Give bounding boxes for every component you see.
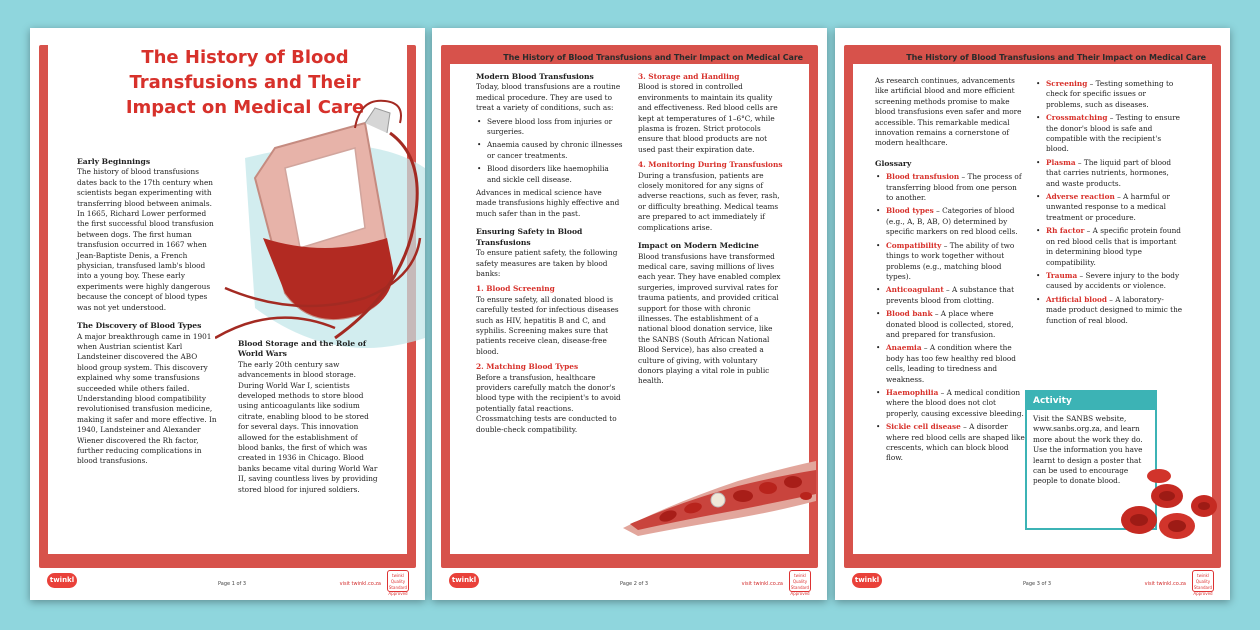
glossary-term: Adverse reaction: [1046, 192, 1115, 202]
section-heading-discovery: The Discovery of Blood Types: [77, 321, 202, 331]
column-right: [238, 334, 378, 495]
page-footer: [432, 568, 827, 600]
page-footer: [30, 568, 425, 600]
subheading-storage: 3. Storage and Handling: [638, 72, 740, 81]
glossary-term: Screening: [1046, 79, 1088, 88]
running-header: The History of Blood Transfusions and Their Impact on Medical Care: [503, 53, 803, 62]
glossary-item: [1035, 271, 1183, 292]
section-text-storage: Blood is stored in controlled environments to maintain its quality and effectiveness. Red blood cells are kept at temperatures of 1–6°C, while plasma is frozen. Strict protocols ensure that blood products are not used past their expiration date.: [638, 82, 778, 154]
glossary-definition: – Testing to ensure the donor's blood is safe and compatible with the recipient's blood.: [1046, 113, 1181, 154]
glossary-item: [875, 241, 1025, 283]
glossary-term: Blood transfusion: [886, 172, 960, 182]
section-heading-storage: Blood Storage and the Role of World Wars: [238, 339, 367, 359]
section-heading-safety: Ensuring Safety in Blood Transfusions: [476, 227, 583, 247]
glossary-definition: – A harmful or unwanted response to a medical treatment or procedure.: [1046, 192, 1171, 222]
list-item: • Anaemia caused by chronic illnesses or cancer treatments.: [476, 140, 624, 161]
section-text-safety: To ensure patient safety, the following safety measures are taken by blood banks:: [476, 248, 618, 278]
red-blood-cells-illustration: [1119, 468, 1219, 548]
glossary-term: Crossmatching: [1046, 113, 1108, 123]
section-heading-modern: Modern Blood Transfusions: [476, 72, 594, 81]
glossary-term: Compatibility: [886, 240, 942, 250]
section-text-early: The history of blood transfusions dates back to the 17th century when scientists began experimenting with transferring blood between animals. In 1665, Richard Lower performed the first successful blood transfusion between dogs. The first human transfusion occurred in 1667 when Jean-Baptiste Denis, a French physician, transfused lamb's blood into a young boy. These early experiments were highly dangerous because the concept of blood types was not yet understood.: [77, 167, 214, 312]
glossary-definition: – A laboratory-made product designed to mimic the function of real blood.: [1046, 294, 1183, 325]
twinkl-logo[interactable]: twinkl: [449, 573, 479, 588]
glossary-item: [1035, 79, 1183, 110]
subheading-monitoring: 4. Monitoring During Transfusions: [638, 160, 783, 170]
visit-link[interactable]: visit twinkl.co.za: [741, 581, 783, 587]
page-title: The History of Blood Transfusions and Their Impact on Medical Care: [125, 47, 365, 118]
page-number: Page 3 of 3: [1023, 581, 1052, 587]
twinkl-logo[interactable]: twinkl: [852, 573, 882, 588]
quality-badge: twinkl Quality Standard Approved: [789, 570, 811, 592]
glossary-definition: – A disorder where red blood cells are shaped like crescents, which can block blood flow.: [886, 422, 1025, 463]
subheading-screening: 1. Blood Screening: [476, 284, 555, 294]
glossary-term: Rh factor: [1046, 226, 1085, 236]
column-right: [1035, 76, 1183, 329]
glossary-definition: – The ability of two things to work together without problems (e.g., matching blood types).: [886, 240, 1015, 281]
glossary-definition: – A medical condition where the blood does not clot properly, causing excessive bleeding.: [886, 387, 1024, 418]
glossary-item: [1035, 192, 1183, 223]
glossary-term: Blood types: [886, 206, 934, 216]
list-item: • Blood disorders like haemophilia and sickle cell disease.: [476, 164, 624, 185]
glossary-definition: – The process of transferring blood from one person to another.: [886, 172, 1022, 203]
glossary-term: Blood bank: [886, 309, 933, 319]
glossary-item: [1035, 226, 1183, 268]
glossary-item: [875, 285, 1025, 306]
twinkl-logo[interactable]: twinkl: [47, 573, 77, 588]
section-text-modern-outro: Advances in medical science have made transfusions highly effective and much safer than in the past.: [476, 188, 620, 218]
glossary-definition: – Severe injury to the body caused by accidents or violence.: [1046, 270, 1180, 291]
section-text-modern-intro: Today, blood transfusions are a routine medical procedure. They are used to treat a variety of conditions, such as:: [476, 82, 621, 113]
blood-vessel-illustration: [618, 456, 818, 536]
glossary-definition: – Categories of blood (e.g., A, B, AB, O) determined by specific markers on red blood cells.: [886, 206, 1018, 237]
visit-link[interactable]: visit twinkl.co.za: [1144, 581, 1186, 587]
glossary-definition: – The liquid part of blood that carries nutrients, hormones, and waste products.: [1046, 157, 1172, 188]
activity-text: Visit the SANBS website, www.sanbs.org.za, and learn more about the work they do. Use the information you have learnt to design a poster that can be used to encourage people to donate blood.: [1033, 414, 1143, 486]
glossary-item: [875, 388, 1025, 419]
subheading-matching: 2. Matching Blood Types: [476, 362, 579, 372]
glossary-term: Anaemia: [886, 343, 922, 353]
glossary-item: [1035, 158, 1183, 189]
section-heading-impact: Impact on Modern Medicine: [638, 241, 759, 251]
page-2: [432, 28, 827, 600]
glossary-heading: Glossary: [875, 158, 912, 168]
glossary-definition: – A condition where the body has too few healthy red blood cells, leading to tiredness and weakness.: [886, 343, 1016, 384]
glossary-term: Artificial blood: [1046, 294, 1107, 304]
glossary-item: [1035, 295, 1183, 326]
column-left: [476, 72, 624, 435]
section-text-discovery: A major breakthrough came in 1901 when Austrian scientist Karl Landsteiner discovered the ABO blood group system. This discovery explained why some transfusions succeeded while others failed. Understanding blood compatibility revolutionised transfusion medicine, making it safer and more effective. In 1940, Landsteiner and Alexander Wiener discovered the Rh factor, further reducing complications in blood transfusions.: [77, 331, 217, 466]
section-heading-early: Early Beginnings: [77, 157, 151, 166]
glossary-term: Anticoagulant: [886, 285, 944, 295]
section-text-intro: As research continues, advancements like artificial blood and more efficient screening methods promise to make blood transfusions even safer and more accessible. This remarkable medical innovation remains a cornerstone of modern healthcare.: [875, 76, 1022, 148]
glossary-definition: – A place where donated blood is collected, stored, and prepared for transfusion.: [886, 309, 1014, 339]
activity-heading: Activity: [1027, 392, 1155, 410]
glossary-item: [875, 309, 1025, 340]
quality-badge: twinkl Quality Standard Approved: [387, 570, 409, 592]
section-text-monitoring: During a transfusion, patients are closely monitored for any signs of adverse reactions, such as fever, rash, or difficulty breathing. Medical teams are prepared to act immediately if complications arise.: [638, 170, 780, 232]
glossary-item: [875, 206, 1025, 237]
page-number: Page 2 of 3: [620, 581, 649, 587]
page-footer: [835, 568, 1230, 600]
quality-badge: twinkl Quality Standard Approved: [1192, 570, 1214, 592]
page-number: Page 1 of 3: [218, 581, 247, 587]
glossary-term: Trauma: [1046, 270, 1078, 280]
glossary-definition: – A specific protein found on red blood cells that is important in determining blood type compatibility.: [1046, 226, 1181, 267]
section-text-matching: Before a transfusion, healthcare providers carefully match the donor's blood type with the recipient's to avoid potentially fatal reactions. Crossmatching tests are conducted to double-check compatibility.: [476, 372, 621, 434]
column-right: [638, 72, 784, 387]
glossary-list-left: [875, 172, 1025, 464]
glossary-item: [1035, 113, 1183, 155]
section-text-impact: Blood transfusions have transformed medical care, saving millions of lives each year. They have enabled complex surgeries, improved survival rates for trauma patients, and provided critical support for those with chronic illnesses. The establishment of a national blood donation service, like the SANBS (South African National Blood Service), has also created a culture of giving, with voluntary donors playing a vital role in public health.: [638, 251, 781, 386]
glossary-item: [875, 422, 1025, 464]
list-item: • Severe blood loss from injuries or surgeries.: [476, 117, 624, 138]
glossary-term: Sickle cell disease: [886, 422, 961, 432]
visit-link[interactable]: visit twinkl.co.za: [339, 581, 381, 587]
column-left: [77, 152, 217, 467]
section-text-screening: To ensure safety, all donated blood is carefully tested for infectious diseases such as HIV, hepatitis B and C, and syphilis. Screening makes sure that patients receive clean, disease-free blood.: [476, 294, 619, 356]
glossary-definition: – Testing something to check for specific issues or problems, such as diseases.: [1046, 79, 1174, 109]
glossary-list-right: [1035, 79, 1183, 326]
page-1: [30, 28, 425, 600]
section-text-storage: The early 20th century saw advancements in blood storage. During World War I, scientists developed methods to store blood using anticoagulants like sodium citrate, enabling blood to be stored for several days. This innovation allowed for the establishment of blood banks, the first of which was created in 1936 in Chicago. Blood banks became vital during World War II, saving countless lives by providing stored blood for injured soldiers.: [238, 359, 378, 494]
glossary-term: Plasma: [1046, 157, 1076, 167]
conditions-list: [476, 117, 624, 185]
glossary-term: Haemophilia: [886, 387, 939, 397]
glossary-item: [875, 343, 1025, 385]
column-left: [875, 76, 1025, 467]
running-header: The History of Blood Transfusions and Their Impact on Medical Care: [906, 53, 1206, 62]
page-3: [835, 28, 1230, 600]
tube-curl: [350, 93, 410, 133]
glossary-item: [875, 172, 1025, 203]
glossary-definition: – A substance that prevents blood from clotting.: [886, 285, 1015, 305]
